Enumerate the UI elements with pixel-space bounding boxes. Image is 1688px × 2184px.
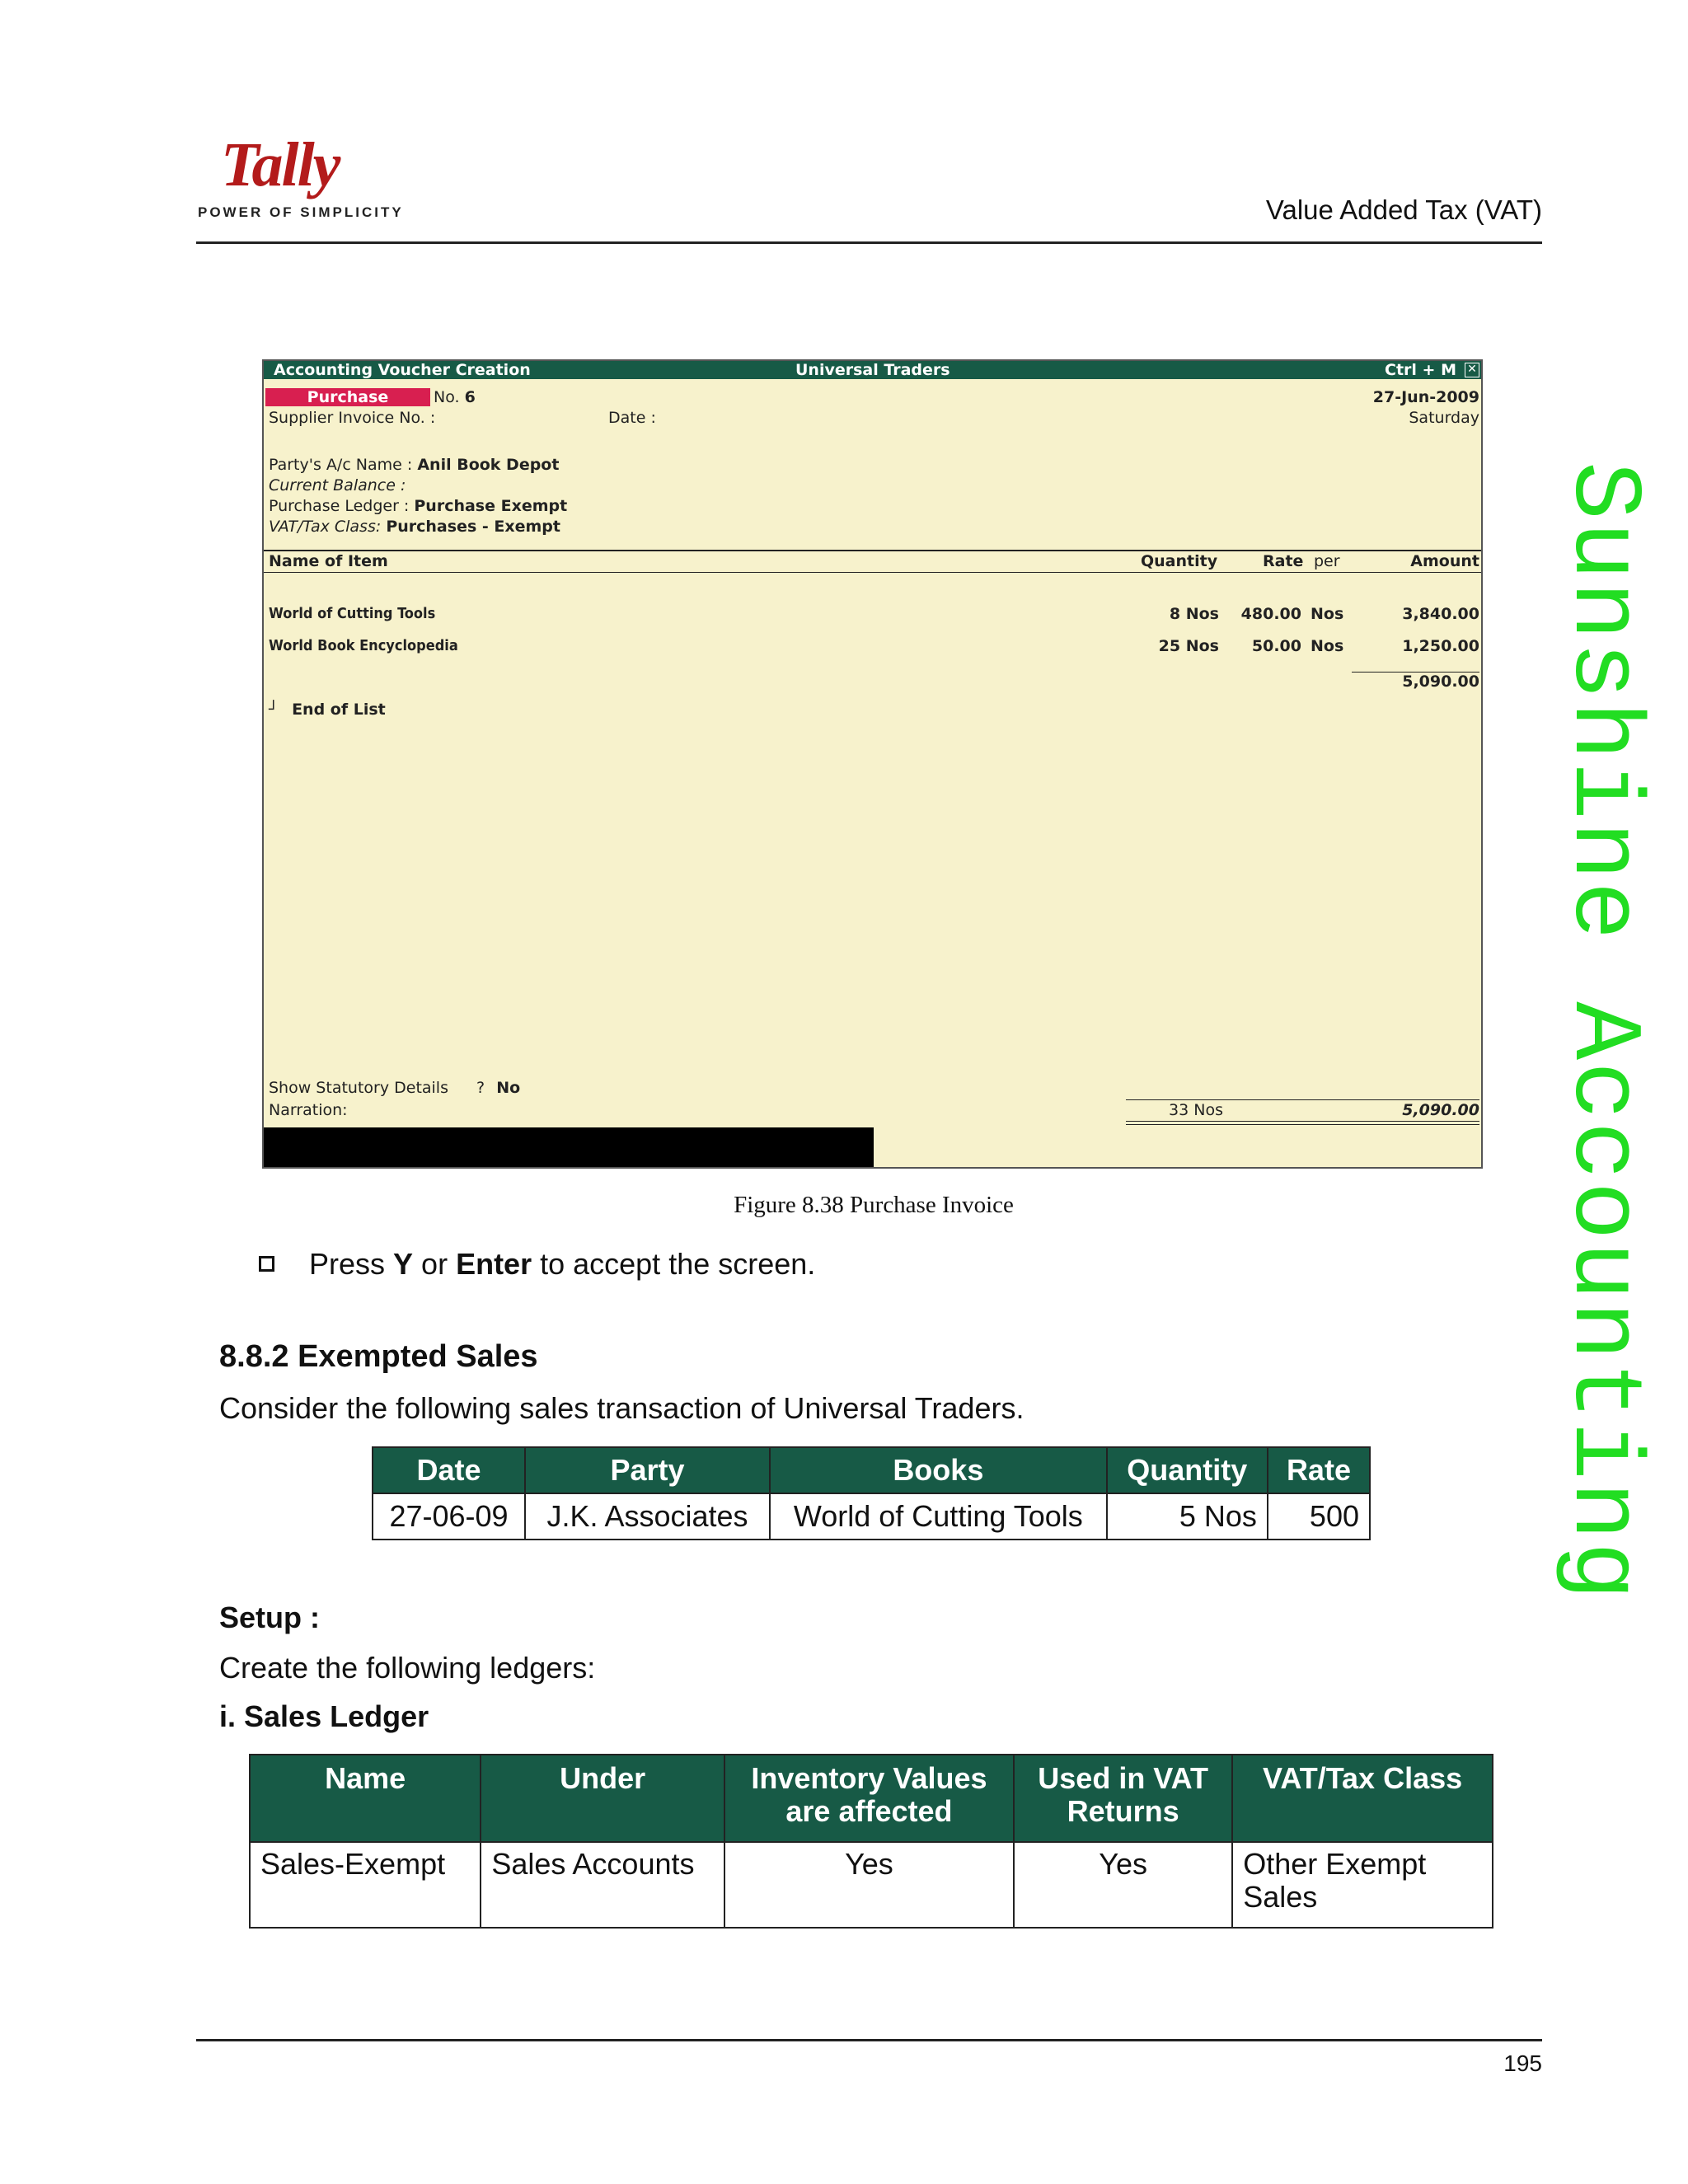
setup-title: Setup : — [219, 1601, 320, 1634]
th-used-in-vat: Used in VAT Returns — [1014, 1755, 1232, 1842]
th-inventory-values: Inventory Values are affected — [724, 1755, 1014, 1842]
total-bottom-rule-1 — [1126, 1121, 1479, 1122]
party-label: Party's A/c Name : — [269, 456, 413, 474]
table-row — [373, 1493, 1370, 1540]
purchase-ledger-value[interactable]: Purchase Exempt — [414, 497, 568, 515]
narration-input[interactable] — [264, 1127, 874, 1167]
vat-class-field[interactable] — [269, 518, 560, 536]
table-header-row — [373, 1447, 1370, 1493]
cell-quantity: 5 Nos — [1107, 1493, 1268, 1540]
voucher-date[interactable]: 27-Jun-2009 — [1372, 388, 1479, 406]
total-quantity: 33 Nos — [1169, 1101, 1223, 1119]
item-name[interactable]: World Book Encyclopedia — [269, 637, 458, 654]
cell-rate: 500 — [1268, 1493, 1370, 1540]
voucher-number — [434, 388, 476, 406]
page-number: 195 — [1503, 2050, 1542, 2076]
ledger-table — [249, 1754, 1493, 1929]
item-rate[interactable]: 480.00 — [1240, 605, 1301, 623]
cell-books: World of Cutting Tools — [770, 1493, 1107, 1540]
show-statutory-value[interactable]: No — [496, 1079, 521, 1097]
th-quantity: Quantity — [1107, 1447, 1268, 1493]
total-amount: 5,090.00 — [1402, 1101, 1479, 1119]
col-amount: Amount — [1410, 552, 1479, 570]
cell-party: J.K. Associates — [525, 1493, 770, 1540]
purchase-ledger-label: Purchase Ledger : — [269, 497, 410, 515]
vat-class-value[interactable]: Purchases - Exempt — [386, 518, 560, 536]
cell-used-in-vat: Yes — [1014, 1842, 1232, 1928]
watermark-text: Sunshine Accounting — [1547, 462, 1657, 1602]
total-bottom-rule-2 — [1126, 1124, 1479, 1125]
item-amount[interactable]: 1,250.00 — [1402, 637, 1479, 655]
end-of-list-marker: ┘ — [269, 701, 279, 719]
cell-inventory-values: Yes — [724, 1842, 1014, 1928]
th-vat-class: VAT/Tax Class — [1232, 1755, 1493, 1842]
shortcut-label: Ctrl + M — [1385, 361, 1456, 379]
setup-text: Create the following ledgers: — [219, 1651, 596, 1685]
header-divider — [196, 241, 1542, 244]
watermark — [1547, 462, 1665, 1747]
table-header-rule — [264, 572, 1481, 573]
cell-under: Sales Accounts — [481, 1842, 724, 1928]
table-top-rule — [264, 550, 1481, 551]
show-statutory-label: Show Statutory Details — [269, 1079, 448, 1097]
voucher-type-button[interactable]: Purchase — [265, 388, 430, 406]
company-name: Universal Traders — [795, 361, 950, 379]
col-per: per — [1314, 552, 1340, 570]
purchase-ledger-field[interactable] — [269, 497, 567, 515]
th-rate: Rate — [1268, 1447, 1370, 1493]
tally-voucher-screen — [262, 359, 1483, 1169]
end-of-list-label: End of List — [292, 701, 386, 719]
th-name: Name — [250, 1755, 481, 1842]
screen-titlebar — [264, 361, 1481, 379]
col-name-of-item: Name of Item — [269, 552, 388, 570]
bullet-text-mid: or — [413, 1247, 457, 1281]
bullet-text-pre: Press — [309, 1247, 394, 1281]
show-statutory-prompt: ? — [476, 1079, 485, 1097]
narration-label[interactable]: Narration: — [269, 1101, 348, 1119]
voucher-no-label: No. — [434, 388, 460, 406]
show-statutory-field[interactable] — [269, 1079, 520, 1097]
th-party: Party — [525, 1447, 770, 1493]
total-top-rule — [1126, 1099, 1479, 1100]
supplier-invoice-label[interactable]: Supplier Invoice No. : — [269, 409, 436, 427]
transaction-table — [372, 1446, 1371, 1540]
item-rate[interactable]: 50.00 — [1251, 637, 1301, 655]
table-header-row — [250, 1755, 1493, 1842]
bullet-key-enter: Enter — [456, 1247, 532, 1281]
bullet-text-post: to accept the screen. — [532, 1247, 816, 1281]
party-field[interactable] — [269, 456, 559, 474]
bullet-square-icon — [259, 1256, 274, 1272]
col-rate: Rate — [1263, 552, 1304, 570]
item-amount[interactable]: 3,840.00 — [1402, 605, 1479, 623]
logo-tagline: POWER OF SIMPLICITY — [198, 204, 404, 220]
cell-vat-class: Other Exempt Sales — [1232, 1842, 1493, 1928]
th-books: Books — [770, 1447, 1107, 1493]
figure-caption: Figure 8.38 Purchase Invoice — [734, 1192, 1014, 1218]
party-value[interactable]: Anil Book Depot — [417, 456, 560, 474]
section-title: 8.8.2 Exempted Sales — [219, 1339, 538, 1374]
item-per[interactable]: Nos — [1311, 637, 1344, 655]
chapter-title: Value Added Tax (VAT) — [1265, 194, 1542, 225]
close-icon[interactable]: ✕ — [1465, 363, 1479, 377]
vat-class-label: VAT/Tax Class: — [269, 518, 382, 536]
end-of-list[interactable] — [269, 701, 386, 719]
item-per[interactable]: Nos — [1311, 605, 1344, 623]
voucher-no-value: 6 — [464, 388, 476, 406]
table-row — [250, 1842, 1493, 1928]
cell-date: 27-06-09 — [373, 1493, 525, 1540]
supplier-date-label[interactable]: Date : — [608, 409, 656, 427]
tally-logo — [196, 130, 404, 224]
voucher-day: Saturday — [1409, 409, 1479, 427]
footer-divider — [196, 2039, 1542, 2041]
subtotal-amount: 5,090.00 — [1402, 673, 1479, 691]
current-balance-label: Current Balance : — [269, 476, 406, 494]
item-quantity[interactable]: 8 Nos — [1169, 605, 1219, 623]
th-date: Date — [373, 1447, 525, 1493]
cell-name: Sales-Exempt — [250, 1842, 481, 1928]
instruction-bullet — [259, 1247, 815, 1282]
th-under: Under — [481, 1755, 724, 1842]
logo-brand: Tally — [221, 130, 340, 199]
window-title: Accounting Voucher Creation — [274, 361, 531, 379]
ledger-title: i. Sales Ledger — [219, 1699, 429, 1733]
item-name[interactable]: World of Cutting Tools — [269, 605, 436, 622]
col-quantity: Quantity — [1141, 552, 1218, 570]
section-intro: Consider the following sales transaction of Universal Traders. — [219, 1391, 1025, 1425]
bullet-key-y: Y — [393, 1247, 414, 1281]
item-quantity[interactable]: 25 Nos — [1158, 637, 1219, 655]
